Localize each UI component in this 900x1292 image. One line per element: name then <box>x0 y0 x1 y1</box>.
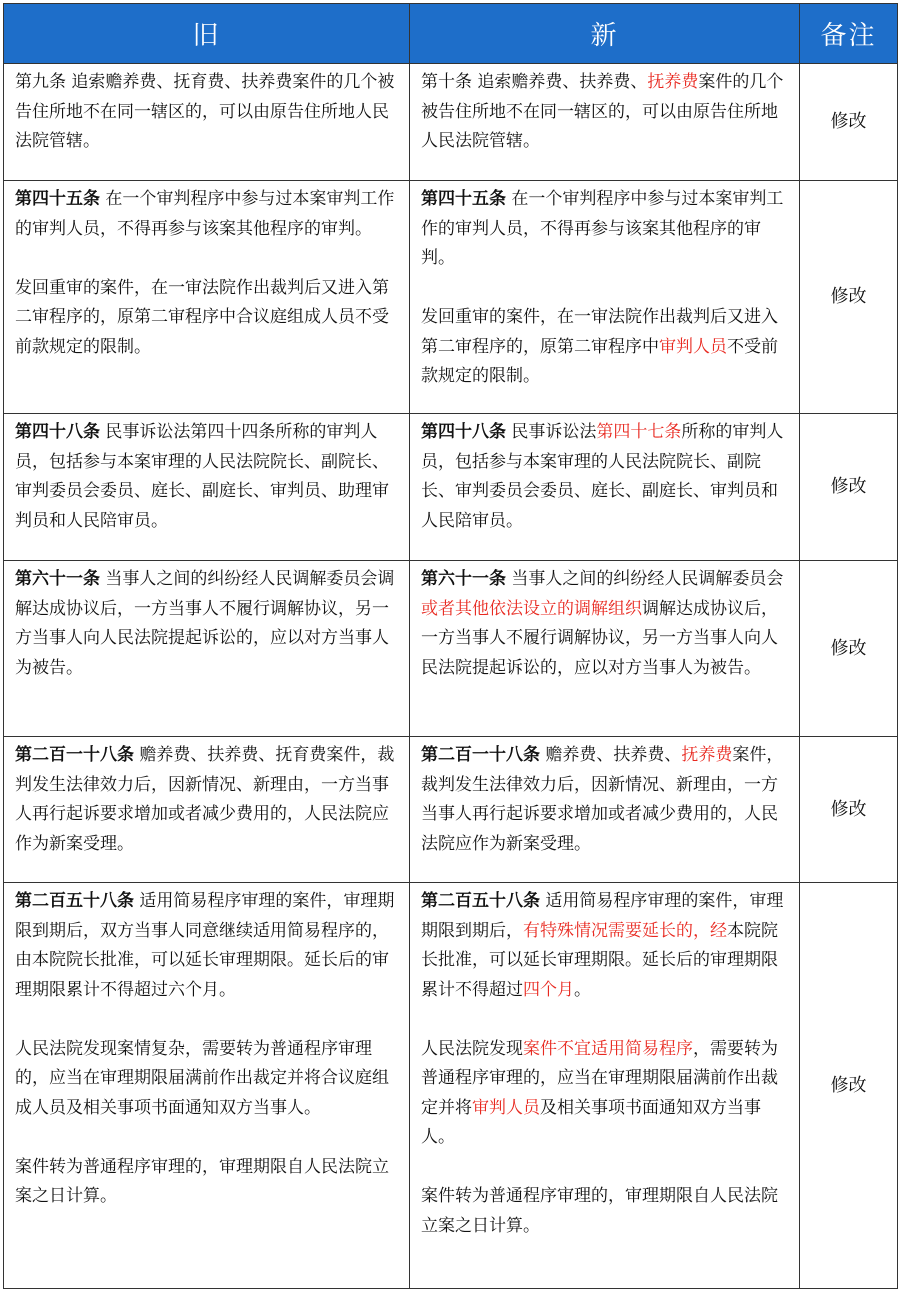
note-cell: 修改 <box>800 561 898 737</box>
clause-paragraph <box>15 274 399 363</box>
changed-text: 审判人员 <box>472 1097 540 1118</box>
clause-text: 调解达成协议后，一方当事人不履行调解协议，另一方当事人向人民法院提起诉讼的，应以对方当事人为被告。 <box>421 598 778 678</box>
new-clause-cell <box>410 737 800 883</box>
header-row <box>4 4 898 64</box>
changed-text: 审判人员 <box>659 336 727 357</box>
old-clause-cell <box>4 561 410 737</box>
note-cell: 修改 <box>800 737 898 883</box>
changed-text: 有特殊情况需要延长的，经 <box>523 920 727 941</box>
clause-text: 发回重审的案件，在一审法院作出裁判后又进入第二审程序的，原第二审程序中 <box>421 307 778 357</box>
clause-paragraph <box>15 1035 399 1124</box>
clause-text: 当事人之间的纠纷经人民调解委员会 <box>506 569 784 589</box>
clause-text: ，需要转为普通程序审理的，应当在审理期限届满前作出裁定并将 <box>421 1038 778 1118</box>
old-clause-cell <box>4 64 410 181</box>
clause-text: 在一个审判程序中参与过本案审判工作的审判人员，不得再参与该案其他程序的审判。 <box>15 189 395 239</box>
clause-text: 所称的审判人员，包括参与本案审理的人民法院院长、副院长、审判委员会委员、庭长、副庭长、审判员和人民陪审员。 <box>421 422 784 531</box>
note-cell: 修改 <box>800 414 898 561</box>
article-number: 第二百五十八条 <box>421 891 540 911</box>
clause-text: 民事诉讼法 <box>506 422 597 442</box>
clause-paragraph <box>421 1182 789 1241</box>
note-cell: 修改 <box>800 64 898 181</box>
clause-paragraph <box>15 418 399 536</box>
clause-text: 赡养费、扶养费、 <box>540 745 682 765</box>
clause-text: 适用简易程序审理的案件，审理期限到期后， <box>421 891 784 941</box>
article-number: 第四十五条 <box>421 189 506 209</box>
changed-text: 抚养费 <box>681 745 733 765</box>
new-clause-cell <box>410 561 800 737</box>
clause-text: 赡养费、扶养费、抚育费案件，裁判发生法律效力后，因新情况、新理由，一方当事人再行起诉要求增加或者减少费用的，人民法院应作为新案受理。 <box>15 745 395 854</box>
clause-paragraph <box>421 303 789 392</box>
clause-paragraph <box>421 1035 789 1153</box>
changed-text: 抚养费 <box>647 72 699 92</box>
article-number: 第六十一条 <box>15 569 100 589</box>
old-clause-cell <box>4 414 410 561</box>
clause-text: 第十条 追索赡养费、扶养费、 <box>421 72 648 92</box>
clause-text: 在一个审判程序中参与过本案审判工作的审判人员，不得再参与该案其他程序的审判。 <box>421 189 784 268</box>
new-clause-cell <box>410 181 800 414</box>
old-clause-cell <box>4 883 410 1289</box>
clause-paragraph <box>15 741 399 859</box>
clause-paragraph <box>421 741 789 859</box>
header-old: 旧 <box>4 4 410 64</box>
clause-text: 案件转为普通程序审理的，审理期限自人民法院立案之日计算。 <box>15 1156 389 1206</box>
clause-text: 不受前款规定的限制。 <box>421 336 778 386</box>
header-note: 备注 <box>800 4 898 64</box>
changed-text: 第四十七条 <box>596 422 682 442</box>
clause-text: 人民法院发现 <box>421 1038 523 1059</box>
clause-text: 案件转为普通程序审理的，审理期限自人民法院立案之日计算。 <box>421 1186 778 1236</box>
clause-text: 案件， 裁判发生法律效力后，因新情况、新理由，一方当事人再行起诉要求增加或者减少费用的，人民法院应作为新案受理。 <box>421 745 784 854</box>
clause-text: 本院院长批准，可以延长审理期限。延长后的审理期限累计不得超过 <box>421 920 778 1000</box>
clause-paragraph <box>421 565 789 683</box>
article-number: 第二百一十八条 <box>421 745 540 765</box>
article-number: 第四十五条 <box>15 189 100 209</box>
old-clause-cell <box>4 737 410 883</box>
clause-text: 。 <box>574 979 591 1000</box>
clause-text: 发回重审的案件，在一审法院作出裁判后又进入第二审程序的，原第二审程序中合议庭组成人员不受前款规定的限制。 <box>15 277 389 357</box>
header-new: 新 <box>410 4 800 64</box>
article-number: 第二百一十八条 <box>15 745 134 765</box>
article-number: 第六十一条 <box>421 569 506 589</box>
new-clause-cell <box>410 414 800 561</box>
clause-text: 民事诉讼法第四十四条所称的审判人员，包括参与本案审理的人民法院院长、副院长、审判委员会委员、庭长、副庭长、审判员、助理审判员和人民陪审员。 <box>15 422 389 531</box>
changed-text: 案件不宜适用简易程序 <box>523 1038 693 1059</box>
clause-paragraph <box>421 418 789 536</box>
table-row <box>4 883 898 1289</box>
new-clause-cell <box>410 64 800 181</box>
table-row <box>4 181 898 414</box>
article-number: 第四十八条 <box>421 422 506 442</box>
clause-text: 当事人之间的纠纷经人民调解委员会调解达成协议后，一方当事人不履行调解协议，另一方当事人向人民法院提起诉讼的，应以对方当事人为被告。 <box>15 569 395 678</box>
clause-text: 适用简易程序审理的案件，审理期限到期后，双方当事人同意继续适用简易程序的，由本院院长批准，可以延长审理期限。延长后的审理期限累计不得超过六个月。 <box>15 891 395 1000</box>
clause-paragraph <box>15 68 399 157</box>
table-row <box>4 561 898 737</box>
article-number: 第二百五十八条 <box>15 891 134 911</box>
clause-paragraph <box>421 185 789 274</box>
changed-text: 四个月 <box>523 979 574 1000</box>
clause-paragraph <box>15 185 399 244</box>
new-clause-cell <box>410 883 800 1289</box>
table-row <box>4 414 898 561</box>
clause-text: 第九条 追索赡养费、抚育费、扶养费案件的几个被告住所地不在同一辖区的，可以由原告住所地人民法院管辖。 <box>15 72 395 151</box>
note-cell: 修改 <box>800 181 898 414</box>
comparison-table <box>3 3 898 1289</box>
clause-text: 人民法院发现案情复杂，需要转为普通程序审理的，应当在审理期限届满前作出裁定并将合议庭组成人员及相关事项书面通知双方当事人。 <box>15 1038 389 1118</box>
clause-paragraph <box>15 565 399 683</box>
article-number: 第四十八条 <box>15 422 100 442</box>
table-row <box>4 737 898 883</box>
changed-text: 或者其他依法设立的调解组织 <box>421 598 642 619</box>
clause-paragraph <box>421 887 789 1005</box>
clause-paragraph <box>15 1153 399 1212</box>
note-cell: 修改 <box>800 883 898 1289</box>
clause-paragraph <box>15 887 399 1005</box>
clause-text: 案件的几个被告住所地不在同一辖区的，可以由原告住所地人民法院管辖。 <box>421 72 784 151</box>
table-row <box>4 64 898 181</box>
clause-paragraph <box>421 68 789 157</box>
clause-text: 及相关事项书面通知双方当事人。 <box>421 1097 761 1147</box>
old-clause-cell <box>4 181 410 414</box>
